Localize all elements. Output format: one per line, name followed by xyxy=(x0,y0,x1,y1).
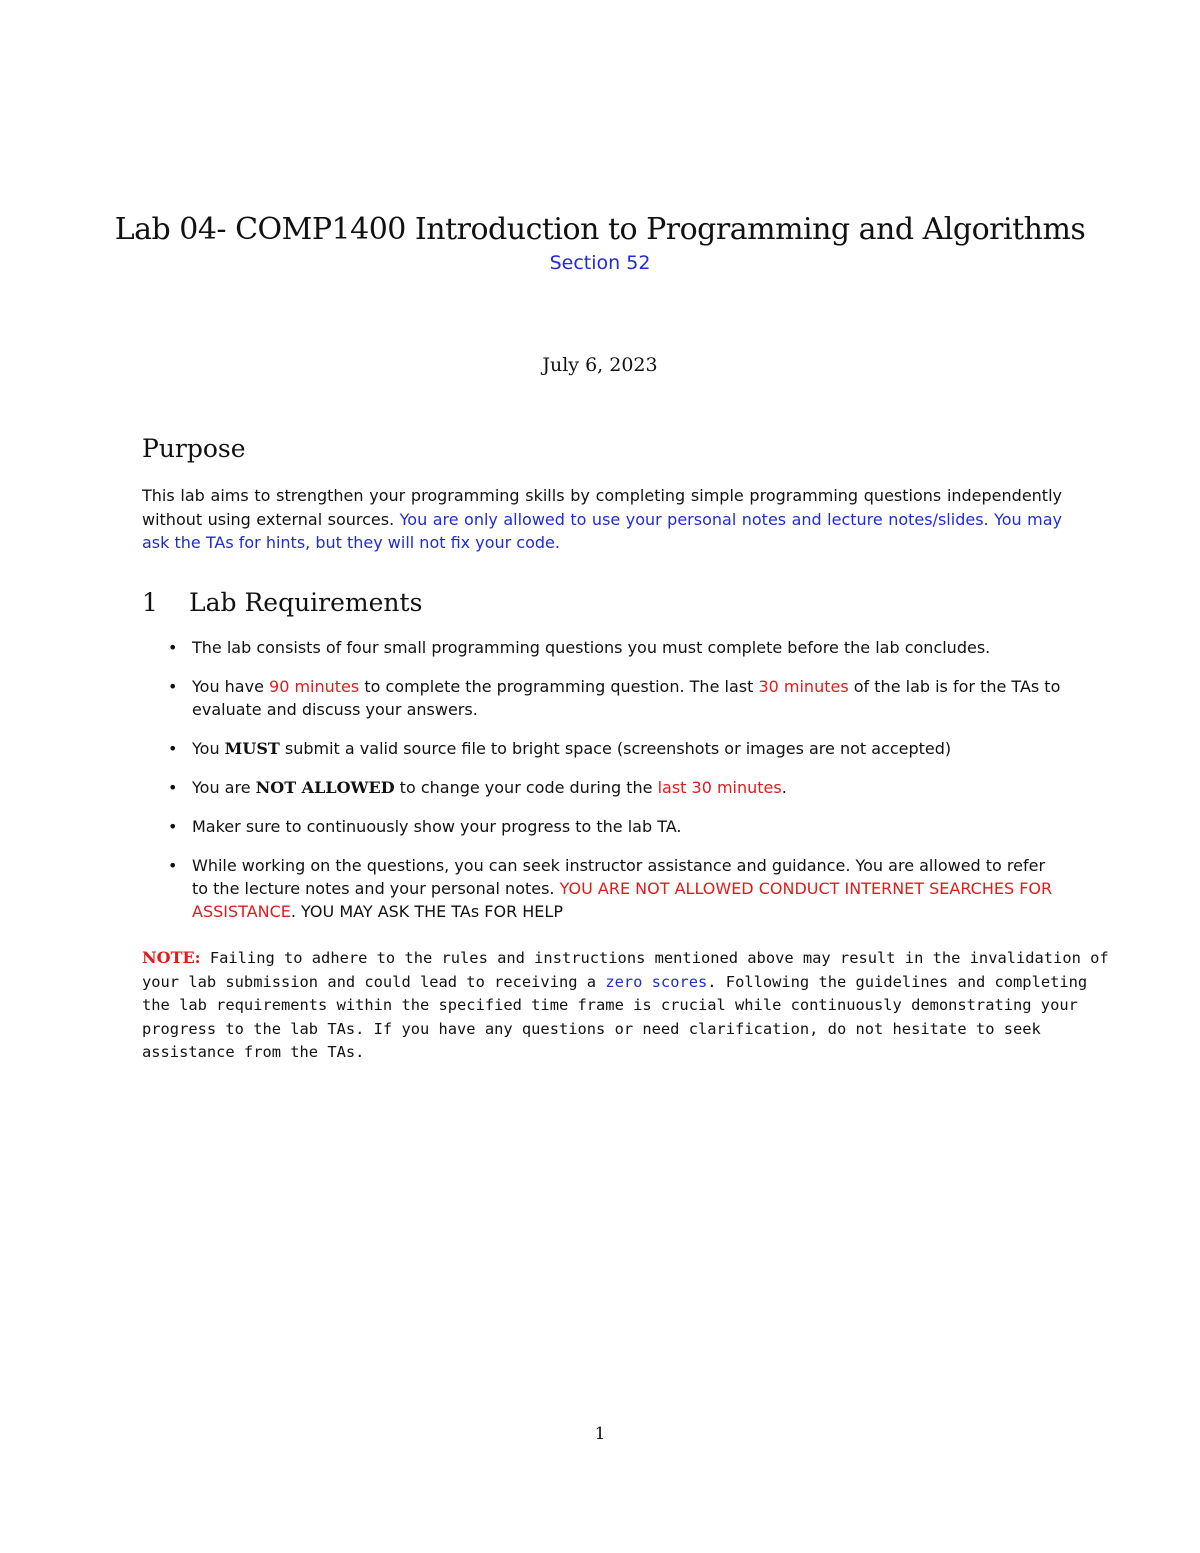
requirements-heading-text: Lab Requirements xyxy=(189,588,423,617)
purpose-paragraph xyxy=(142,484,1062,555)
list-item xyxy=(142,815,1064,838)
requirements-list xyxy=(142,636,1064,939)
item-text: of the lab is for the TAs to evaluate and discuss your answers. xyxy=(192,677,1061,719)
note-label: NOTE: xyxy=(142,948,201,967)
time-highlight: 90 minutes xyxy=(269,677,360,696)
item-text: to complete the programming question. The last xyxy=(364,677,754,696)
time-highlight: 30 minutes xyxy=(758,677,849,696)
list-item xyxy=(142,737,1064,760)
requirements-heading xyxy=(142,588,422,617)
list-item xyxy=(142,675,1064,721)
bullet-icon: • xyxy=(168,739,178,758)
item-text: to change your code during the xyxy=(399,778,653,797)
note-highlight: zero scores xyxy=(605,972,708,991)
list-item xyxy=(142,636,1064,659)
item-text: The lab consists of four small programming questions you must complete before the lab concludes. xyxy=(192,638,991,657)
item-text: You have xyxy=(192,677,264,696)
time-highlight: last 30 minutes xyxy=(657,778,782,797)
list-item xyxy=(142,854,1064,923)
bullet-icon: • xyxy=(168,817,178,836)
note-text: Failing to adhere to the rules and instructions mentioned above may result in the invalidation of your lab submission and could lead to receiving a xyxy=(142,949,1109,991)
purpose-heading: Purpose xyxy=(142,434,246,463)
bullet-icon: • xyxy=(168,638,178,657)
item-text: Maker sure to continuously show your progress to the lab TA. xyxy=(192,817,682,836)
emphasis-text: NOT ALLOWED xyxy=(255,778,395,797)
item-text: While working on the questions, you can seek instructor assistance and guidance. You are allowed to refer to the lecture notes and your personal notes. xyxy=(192,856,1046,898)
bullet-icon: • xyxy=(168,778,178,797)
document-title: Lab 04- COMP1400 Introduction to Programming and Algorithms xyxy=(114,212,1086,247)
requirements-heading-number: 1 xyxy=(142,588,158,617)
note-paragraph xyxy=(142,946,1122,1065)
note-text: . Following the guidelines and completing the lab requirements within the specified time frame is crucial while continuously demonstrating your progress to the lab TAs. If you have any questions or need clarification, do not hesitate to seek assistance from the TAs. xyxy=(142,972,1088,1061)
warning-text: YOU ARE NOT ALLOWED CONDUCT INTERNET SEARCHES FOR ASSISTANCE xyxy=(192,879,1053,921)
document-date: July 6, 2023 xyxy=(542,354,658,376)
item-text: . YOU MAY ASK THE TAs FOR HELP xyxy=(290,902,563,921)
purpose-text-highlight: You are only allowed to use your personal notes and lecture notes/slides. You may ask the TAs for hints, but they will not fix your code. xyxy=(142,509,1063,552)
page-number: 1 xyxy=(594,1424,606,1444)
purpose-text-plain: This lab aims to strengthen your programming skills by completing simple programming questions independently without using external sources. xyxy=(142,486,1062,529)
section-number: Section 52 xyxy=(549,252,651,274)
item-text: You are xyxy=(192,778,251,797)
item-text: submit a valid source file to bright space (screenshots or images are not accepted) xyxy=(284,739,952,758)
item-text: . xyxy=(781,778,787,797)
emphasis-text: MUST xyxy=(224,739,280,758)
list-item xyxy=(142,776,1064,799)
bullet-icon: • xyxy=(168,677,178,696)
item-text: You xyxy=(192,739,220,758)
bullet-icon: • xyxy=(168,856,178,875)
